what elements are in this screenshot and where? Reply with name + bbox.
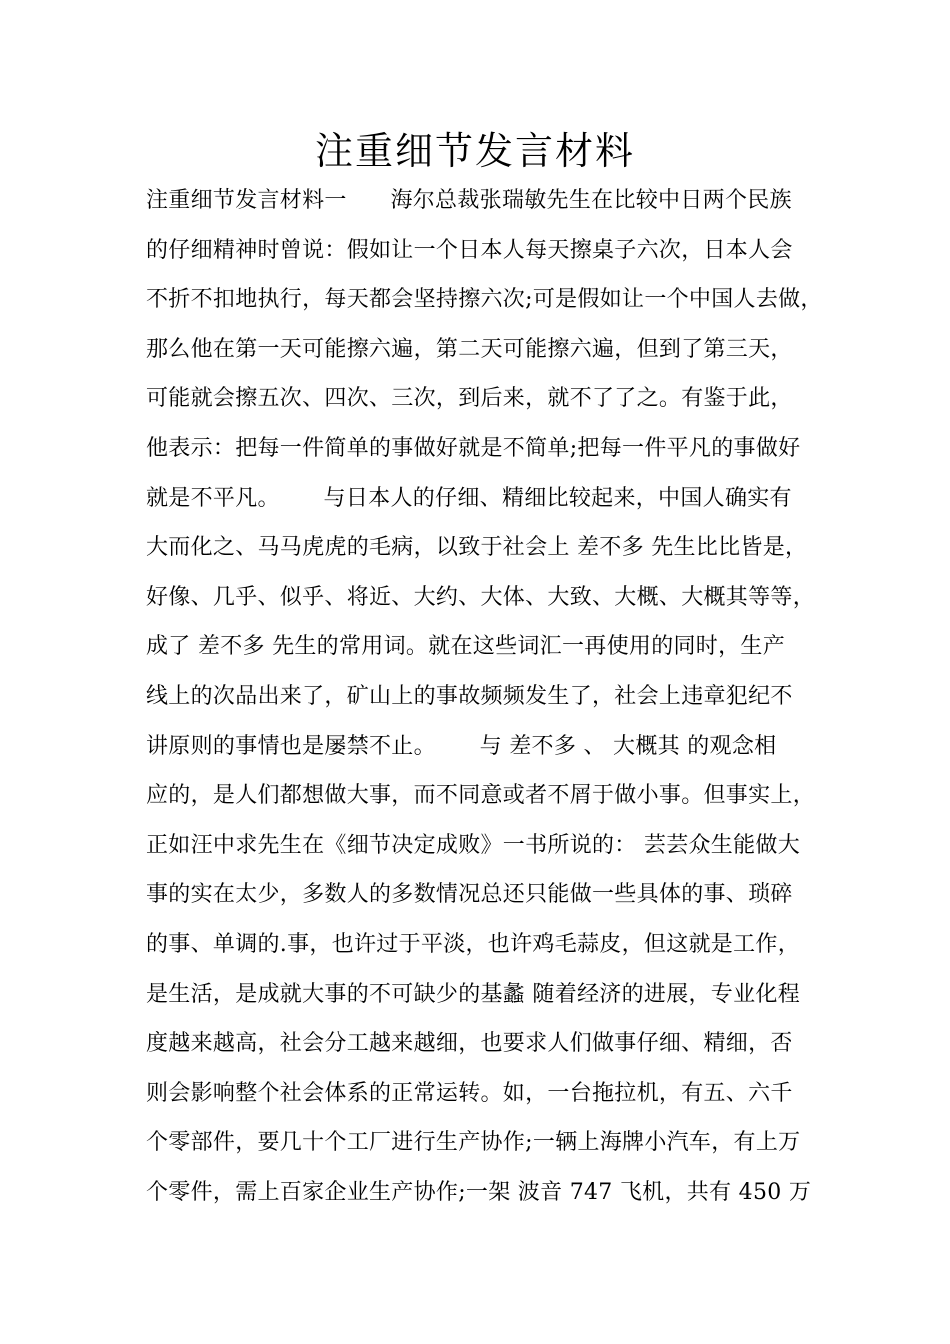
body-line: 不折不扣地执行，每天都会坚持擦六次;可是假如让一个中国人去做，: [146, 287, 823, 313]
document-body: [146, 182, 826, 1223]
body-line: 大而化之、马马虎虎的毛病，以致于社会上 差不多 先生比比皆是，: [146, 535, 808, 561]
body-line: 线上的次品出来了，矿山上的事故频频发生了，社会上违章犯纪不: [146, 683, 793, 709]
body-line: 可能就会擦五次、四次、三次，到后来，就不了了之。有鉴于此，: [146, 386, 793, 412]
body-line: 他表示：把每一件简单的事做好就是不简单;把每一件平凡的事做好: [146, 435, 801, 461]
body-line: 应的，是人们都想做大事，而不同意或者不屑于做小事。但事实上，: [146, 783, 816, 809]
body-line: 那么他在第一天可能擦六遍，第二天可能擦六遍，但到了第三天，: [146, 336, 793, 362]
body-line: 个零部件，要几十个工厂进行生产协作;一辆上海牌小汽车，有上万: [146, 1130, 801, 1156]
body-line: 注重细节发言材料一 海尔总裁张瑞敏先生在比较中日两个民族: [146, 188, 792, 213]
body-line: 的仔细精神时曾说：假如让一个日本人每天擦桌子六次，日本人会: [146, 237, 793, 263]
body-line: 成了 差不多 先生的常用词。就在这些词汇一再使用的同时，生产: [146, 634, 785, 660]
body-line: 是生活，是成就大事的不可缺少的基蠡 随着经济的进展，专业化程: [146, 981, 800, 1007]
body-line: 度越来越高，社会分工越来越细，也要求人们做事仔细、精细，否: [146, 1031, 793, 1057]
body-line: 的事、单调的.事，也许过于平淡，也许鸡毛蒜皮，但这就是工作，: [146, 931, 800, 957]
body-line: 事的实在太少，多数人的多数情况总还只能做一些具体的事、琐碎: [146, 882, 793, 908]
body-line: 讲原则的事情也是屡禁不止。 与 差不多 、 大概其 的观念相: [146, 733, 777, 759]
body-line: 就是不平凡。 与日本人的仔细、精细比较起来，中国人确实有: [146, 485, 792, 511]
body-line: 个零件，需上百家企业生产协作;一架 波音 747 飞机，共有 450 万: [146, 1179, 812, 1205]
body-line: 则会影响整个社会体系的正常运转。如，一台拖拉机，有五、六千: [146, 1080, 793, 1106]
body-line: 好像、几乎、似乎、将近、大约、大体、大致、大概、大概其等等，: [146, 584, 816, 610]
document-title: 注重细节发言材料: [314, 129, 635, 173]
body-line: 正如汪中求先生在《细节决定成败》一书所说的： 芸芸众生能做大: [146, 832, 800, 858]
